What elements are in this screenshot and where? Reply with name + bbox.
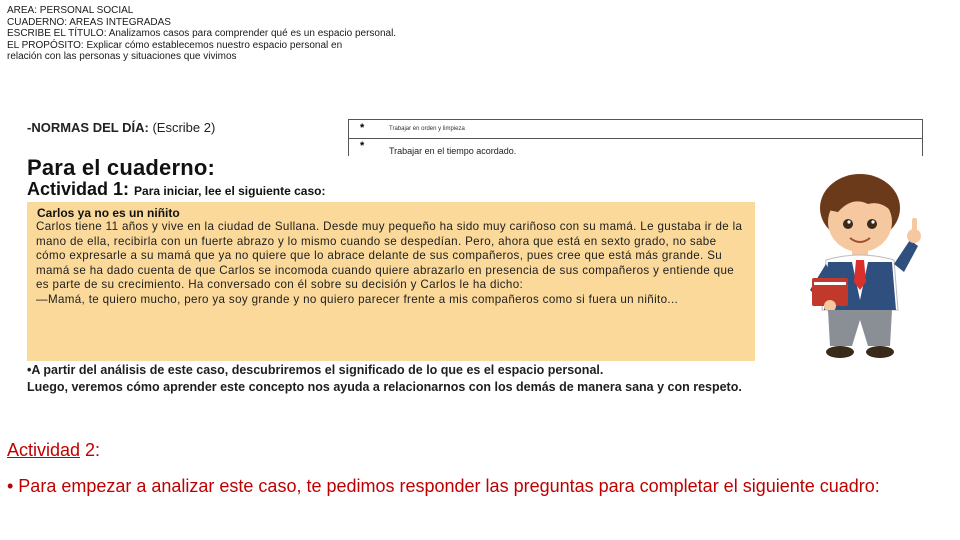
rule-2: Trabajar en el tiempo acordado. xyxy=(389,146,517,156)
after-line-2: Luego, veremos cómo aprender este concepto nos ayuda a relacionarnos con los demás de manera sana y con respeto. xyxy=(27,379,742,394)
title-line: ESCRIBE EL TÍTULO: Analizamos casos para comprender qué es un espacio personal. xyxy=(7,28,397,40)
case-paragraph: Carlos tiene 11 años y vive en la ciudad de Sullana. Desde muy pequeño ha sido muy cariñoso con su mamá. Le gustaba ir de la mano de ella, recibirla con un fuerte abrazo y lo mismo cuando se despedían. Pero, ahora que está en sexto grado, no sabe cómo expresarle a su mamá que ya no quiere que lo abrace delante de sus compañeros, pues cree que está más grande. Su mamá se ha dado cuenta de que Carlos se incomoda cuando quiere abrazarlo en presencia de sus compañeros y entiende que es parte de su crecimiento. Ha conversado con él sobre su decisión y Carlos le ha dicho: xyxy=(36,220,743,291)
activity-2-heading xyxy=(7,440,100,461)
purpose-line: EL PROPÓSITO: Explicar cómo establecemos nuestro espacio personal en xyxy=(7,39,343,51)
normas-heading xyxy=(27,120,215,135)
bullet-1: * xyxy=(360,122,365,134)
case-title: Carlos ya no es un niñito xyxy=(37,206,180,220)
purpose-line-cont: relación con las personas y situaciones que vivimos xyxy=(7,51,237,63)
case-quote: —Mamá, te quiero mucho, pero ya soy grande y no quiero parecer frente a mis compañeros como si fuera un niñito... xyxy=(36,292,679,306)
cuaderno-heading: Para el cuaderno: xyxy=(27,155,216,180)
activity-1-label: Actividad 1: xyxy=(27,179,130,199)
activity-2-instructions: • Para empezar a analizar este caso, te pedimos responder las preguntas para completar el siguiente cuadro: xyxy=(7,476,880,496)
normas-sub: (Escribe 2) xyxy=(152,120,216,135)
rule-1: Trabajar en orden y limpieza xyxy=(389,126,465,132)
activity-1-heading xyxy=(27,179,325,200)
activity-2-word: Actividad xyxy=(7,440,81,460)
after-line-1: •A partir del análisis de este caso, descubriremos el significado de lo que es el espacio personal. xyxy=(27,363,604,377)
boy-with-book-icon xyxy=(772,170,952,370)
bullet-2: * xyxy=(360,140,365,152)
after-analysis xyxy=(27,362,907,395)
area-line: AREA: PERSONAL SOCIAL xyxy=(7,5,134,16)
normas-table xyxy=(348,119,923,156)
activity-2-number: 2: xyxy=(80,440,101,460)
activity-1-text: Para iniciar, lee el siguiente caso: xyxy=(134,184,326,198)
case-body xyxy=(36,220,748,307)
cuaderno-line: CUADERNO: AREAS INTEGRADAS xyxy=(7,16,171,28)
header-info xyxy=(7,5,396,63)
normas-title: -NORMAS DEL DÍA: xyxy=(27,120,149,135)
case-box xyxy=(27,202,755,361)
